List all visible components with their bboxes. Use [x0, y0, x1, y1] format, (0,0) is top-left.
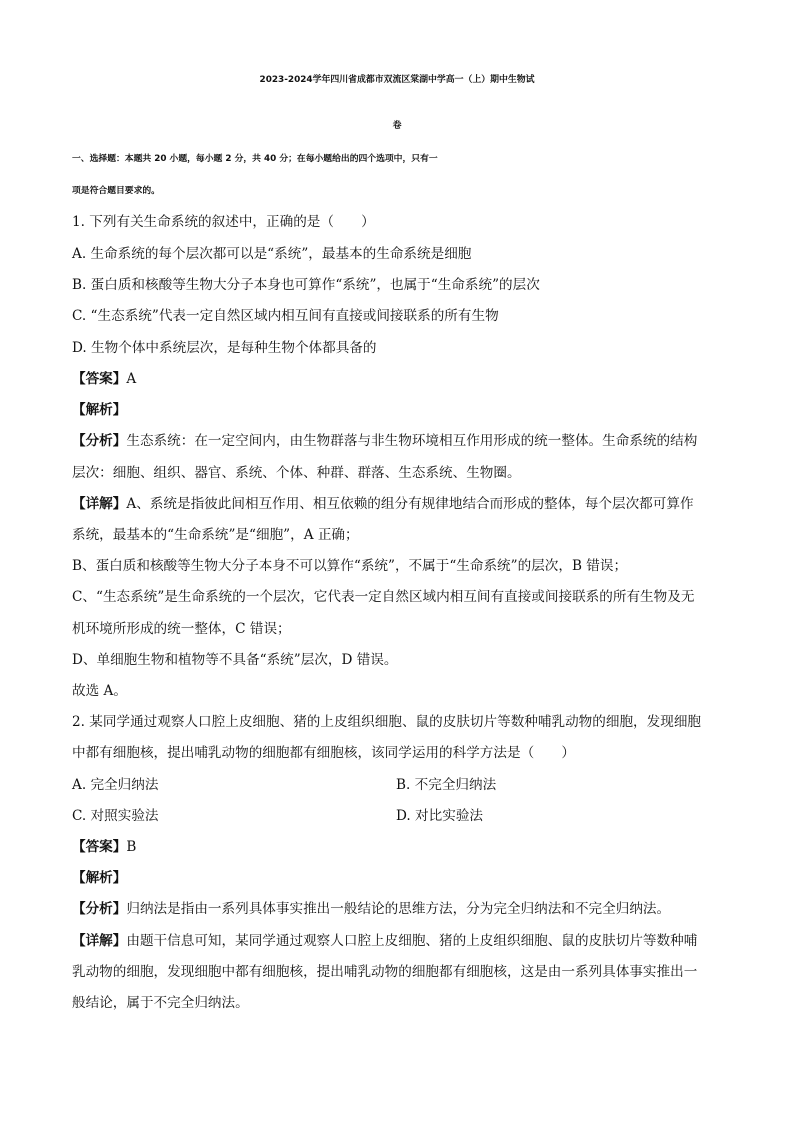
q2-detail-line3: 般结论，属于不完全归纳法。: [72, 995, 249, 1011]
q1-option-a: A. 生命系统的每个层次都可以是“系统”，最基本的生命系统是细胞: [72, 246, 472, 262]
q2-stem-line1: 2. 某同学通过观察人口腔上皮细胞、猪的上皮组织细胞、鼠的皮肤切片等数种哺乳动物的细胞，发现细胞: [72, 714, 702, 730]
q1-answer: [72, 370, 136, 388]
q2-option-d: D. 对比实验法: [396, 808, 484, 824]
page-title-line2: 卷: [392, 121, 402, 131]
detail-tag: 【详解】: [72, 496, 127, 512]
q2-explain-tag: [72, 869, 126, 887]
section-heading-line2: 项是符合题目要求的。: [72, 186, 160, 196]
q1-detail-line4: C、“生态系统”是生命系统的一个层次，它代表一定自然区域内相互间有直接或间接联系的所有生物及无: [72, 589, 695, 605]
analysis-tag: 【分析】: [72, 433, 127, 449]
q1-detail-line2: 系统，最基本的“生命系统”是“细胞”，A 正确；: [72, 527, 359, 543]
analysis-text: 生态系统：在一定空间内，由生物群落与非生物环境相互作用形成的统一整体。生命系统的结构: [126, 433, 698, 449]
q1-explain-tag: [72, 401, 126, 419]
q1-detail-line1: [72, 495, 722, 513]
analysis-text: 归纳法是指由一系列具体事实推出一般结论的思维方法，分为完全归纳法和不完全归纳法。: [126, 901, 671, 917]
q1-detail-line5: 机环境所形成的统一整体，C 错误；: [72, 621, 291, 637]
detail-text: 由题干信息可知，某同学通过观察人口腔上皮细胞、猪的上皮组织细胞、鼠的皮肤切片等数种哺: [126, 933, 698, 949]
answer-tag: 【答案】: [72, 371, 127, 387]
q2-detail-line2: 乳动物的细胞，发现细胞中都有细胞核，提出哺乳动物的细胞都有细胞核，这是由一系列具体事实推出一: [72, 964, 698, 980]
q1-detail-line6: D、单细胞生物和植物等不具备“系统”层次，D 错误。: [72, 652, 398, 668]
q2-analysis-line1: [72, 900, 722, 918]
answer-value: B: [126, 839, 137, 855]
explain-tag: 【解析】: [72, 870, 127, 886]
q1-analysis-line1: [72, 432, 722, 450]
q2-stem-line2: 中都有细胞核，提出哺乳动物的细胞都有细胞核，该同学运用的科学方法是（ ）: [72, 745, 575, 761]
q1-stem: 1. 下列有关生命系统的叙述中，正确的是（ ）: [72, 214, 375, 230]
answer-value: A: [126, 371, 137, 387]
page-title-line1: 2023-2024学年四川省成都市双流区棠湖中学高一（上）期中生物试: [259, 75, 535, 85]
q1-detail-line3: B、蛋白质和核酸等生物大分子本身不可以算作“系统”，不属于“生命系统”的层次，B 错误；: [72, 558, 628, 574]
q2-detail-line1: [72, 932, 722, 950]
q1-option-d: D. 生物个体中系统层次，是每种生物个体都具备的: [72, 340, 377, 356]
section-heading-line1: 一、选择题：本题共 20 小题，每小题 2 分，共 40 分；在每小题给出的四个选项中，只有一: [72, 154, 438, 164]
q2-option-a: A. 完全归纳法: [72, 777, 159, 793]
q2-option-b: B. 不完全归纳法: [396, 777, 497, 793]
detail-text: A、系统是指彼此间相互作用、相互依赖的组分有规律地结合而形成的整体，每个层次都可算作: [126, 496, 694, 512]
q2-answer: [72, 838, 136, 856]
q1-option-c: C. “生态系统”代表一定自然区域内相互间有直接或间接联系的所有生物: [72, 308, 499, 324]
q1-option-b: B. 蛋白质和核酸等生物大分子本身也可算作“系统”，也属于“生命系统”的层次: [72, 277, 540, 293]
answer-tag: 【答案】: [72, 839, 127, 855]
detail-tag: 【详解】: [72, 933, 127, 949]
q1-conclusion: 故选 A。: [72, 683, 127, 699]
q2-option-c: C. 对照实验法: [72, 808, 159, 824]
explain-tag: 【解析】: [72, 402, 127, 418]
q1-analysis-line2: 层次：细胞、组织、器官、系统、个体、种群、群落、生态系统、生物圈。: [72, 465, 521, 481]
analysis-tag: 【分析】: [72, 901, 127, 917]
